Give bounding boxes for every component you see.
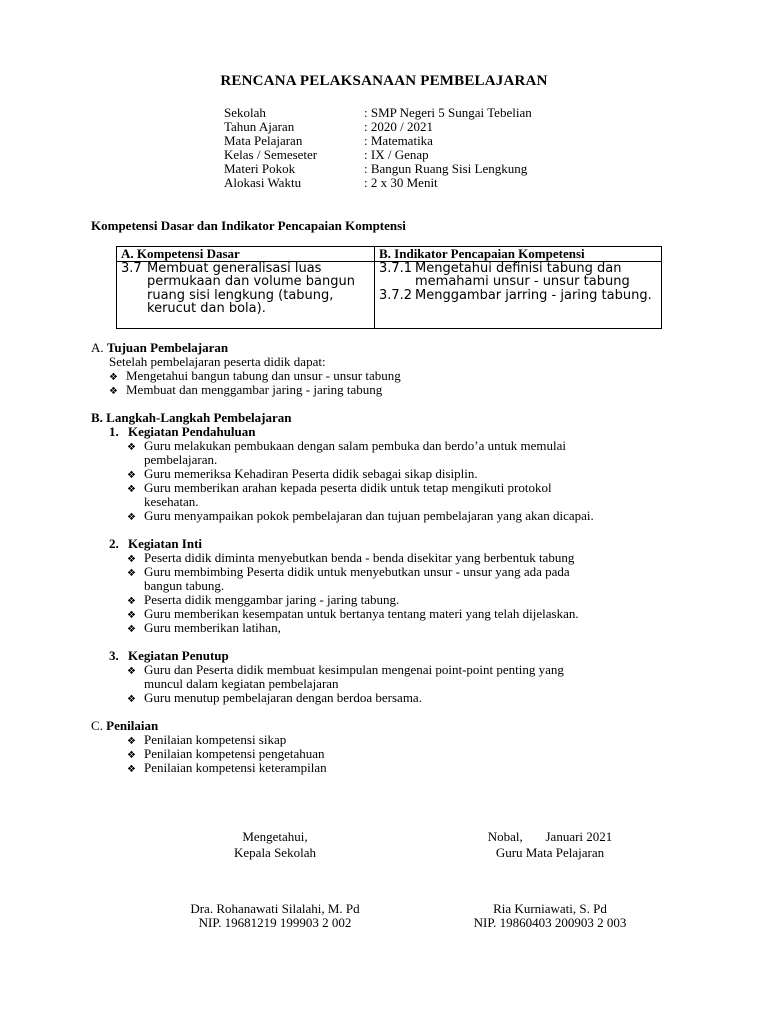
list-item-text: Guru melakukan pembukaan dengan salam pembuka dan berdo’a untuk memulai — [144, 438, 567, 453]
kd-line: ruang sisi lengkung (tabung, — [147, 287, 334, 303]
list-item-text: Peserta didik menggambar jaring - jaring tabung. — [144, 592, 400, 607]
list-item — [109, 383, 382, 399]
info-label: Kelas / Semeseter — [224, 147, 318, 162]
table-cell-indicator — [375, 261, 662, 328]
table-cell-kd — [117, 261, 375, 328]
signature-left-role: Kepala Sekolah — [234, 845, 316, 860]
list-item-continuation: kesehatan. — [144, 494, 199, 509]
signature-right-place-date: Nobal, Januari 2021 — [487, 829, 613, 844]
list-item-continuation: bangun tabung. — [144, 578, 225, 593]
diamond-bullet-icon: ❖ — [127, 624, 136, 635]
kd-heading: Kompetensi Dasar dan Indikator Pencapaian Komptensi — [91, 218, 406, 233]
list-item-text: Guru memberikan arahan kepada peserta didik untuk tetap mengikuti protokol — [144, 480, 552, 495]
info-label: Alokasi Waktu — [224, 175, 302, 190]
list-item-continuation: muncul dalam kegiatan pembelajaran — [144, 676, 339, 691]
section-c-heading — [91, 719, 158, 733]
diamond-bullet-icon: ❖ — [127, 442, 136, 453]
diamond-bullet-icon: ❖ — [127, 568, 136, 579]
indicator-line — [379, 289, 657, 303]
table-header-kd — [117, 247, 375, 262]
table-header-label: A. Kompetensi Dasar — [121, 246, 240, 261]
diamond-bullet-icon: ❖ — [127, 764, 136, 775]
list-item — [127, 691, 422, 707]
signature-right-name: Ria Kurniawati, S. Pd — [493, 901, 607, 916]
table-header-indicator — [375, 247, 662, 262]
info-value: : SMP Negeri 5 Sungai Tebelian — [364, 105, 532, 120]
info-value: : Matematika — [364, 133, 433, 148]
list-item-text: Guru membimbing Peserta didik untuk menyebutkan unsur - unsur yang ada pada — [144, 564, 570, 579]
list-item-text: Membuat dan menggambar jaring - jaring tabung — [126, 382, 383, 397]
indicator-text: Menggambar jarring - jaring tabung. — [415, 287, 652, 303]
signature-right-nip: NIP. 19860403 200903 2 003 — [473, 915, 627, 930]
section-title: Penilaian — [106, 718, 159, 733]
kd-line: permukaan dan volume bangun — [147, 274, 355, 289]
diamond-bullet-icon: ❖ — [127, 694, 136, 705]
list-item-text: Guru menutup pembelajaran dengan berdoa bersama. — [144, 690, 422, 705]
subsection-2-heading — [109, 537, 202, 551]
diamond-bullet-icon: ❖ — [127, 610, 136, 621]
kd-line: kerucut dan bola). — [147, 301, 266, 316]
signature-right-role: Guru Mata Pelajaran — [495, 845, 605, 860]
section-title: Tujuan Pembelajaran — [106, 340, 229, 355]
indicator-number: 3.7.1 — [379, 260, 413, 276]
list-item — [127, 621, 281, 637]
list-item-text: Guru memberikan latihan, — [144, 620, 281, 635]
info-label: Tahun Ajaran — [224, 119, 295, 134]
list-item-text: Guru memeriksa Kehadiran Peserta didik sebagai sikap disiplin. — [144, 466, 478, 481]
diamond-bullet-icon: ❖ — [127, 484, 136, 495]
diamond-bullet-icon: ❖ — [109, 372, 118, 383]
diamond-bullet-icon: ❖ — [127, 596, 136, 607]
indicator-number: 3.7.2 — [379, 287, 413, 303]
info-label: Mata Pelajaran — [224, 133, 303, 148]
subsection-1-heading — [109, 425, 256, 439]
list-item — [127, 509, 594, 525]
info-label: Materi Pokok — [224, 161, 296, 176]
section-a-heading — [91, 341, 228, 355]
list-item-text: Penilaian kompetensi keterampilan — [144, 760, 327, 775]
info-label: Sekolah — [224, 105, 266, 120]
diamond-bullet-icon: ❖ — [127, 554, 136, 565]
subsection-title: Kegiatan Inti — [128, 536, 203, 551]
diamond-bullet-icon: ❖ — [127, 470, 136, 481]
subsection-title: Kegiatan Penutup — [128, 648, 229, 663]
diamond-bullet-icon: ❖ — [127, 666, 136, 677]
signature-left-nip: NIP. 19681219 199903 2 002 — [198, 915, 352, 930]
list-item-text: Peserta didik diminta menyebutkan benda - benda disekitar yang berbentuk tabung — [144, 550, 575, 565]
competency-table — [116, 246, 662, 329]
info-value: : 2 x 30 Menit — [364, 175, 438, 190]
section-letter: C. — [91, 718, 103, 733]
indicator-line — [379, 262, 657, 276]
info-value: : Bangun Ruang Sisi Lengkung — [364, 161, 528, 176]
kd-text: Membuat generalisasi luas — [147, 260, 322, 276]
list-item-text: Guru menyampaikan pokok pembelajaran dan tujuan pembelajaran yang akan dicapai. — [144, 508, 594, 523]
signature-left-acknowledge: Mengetahui, — [242, 829, 308, 844]
info-value: : IX / Genap — [364, 147, 429, 162]
info-value: : 2020 / 2021 — [364, 119, 433, 134]
indicator-text: Mengetahui definisi tabung dan — [415, 260, 622, 276]
list-item-text: Penilaian kompetensi sikap — [144, 732, 287, 747]
signature-left-name: Dra. Rohanawati Silalahi, M. Pd — [190, 901, 360, 916]
subsection-title: Kegiatan Pendahuluan — [128, 424, 256, 439]
diamond-bullet-icon: ❖ — [127, 750, 136, 761]
section-letter: A. — [91, 340, 104, 355]
kd-number: 3.7 — [121, 260, 142, 276]
diamond-bullet-icon: ❖ — [127, 736, 136, 747]
list-item-text: Guru dan Peserta didik membuat kesimpulan mengenai point-point penting yang — [144, 662, 564, 677]
list-item-text: Penilaian kompetensi pengetahuan — [144, 746, 325, 761]
indicator-line: memahami unsur - unsur tabung — [415, 274, 630, 289]
subsection-number: 2. — [109, 536, 119, 551]
list-item — [127, 761, 327, 777]
section-b-heading: B. Langkah-Langkah Pembelajaran — [91, 410, 292, 425]
list-item-continuation: pembelajaran. — [144, 452, 218, 467]
kd-line — [121, 262, 370, 276]
diamond-bullet-icon: ❖ — [109, 386, 118, 397]
document-title: RENCANA PELAKSANAAN PEMBELAJARAN — [220, 73, 548, 89]
section-a-intro: Setelah pembelajaran peserta didik dapat: — [109, 354, 326, 369]
subsection-number: 1. — [109, 424, 119, 439]
table-header-label: B. Indikator Pencapaian Kompetensi — [379, 246, 585, 261]
subsection-3-heading — [109, 649, 229, 663]
list-item-text: Mengetahui bangun tabung dan unsur - unsur tabung — [126, 368, 401, 383]
subsection-number: 3. — [109, 648, 119, 663]
diamond-bullet-icon: ❖ — [127, 512, 136, 523]
list-item-text: Guru memberikan kesempatan untuk bertanya tentang materi yang telah dijelaskan. — [144, 606, 579, 621]
